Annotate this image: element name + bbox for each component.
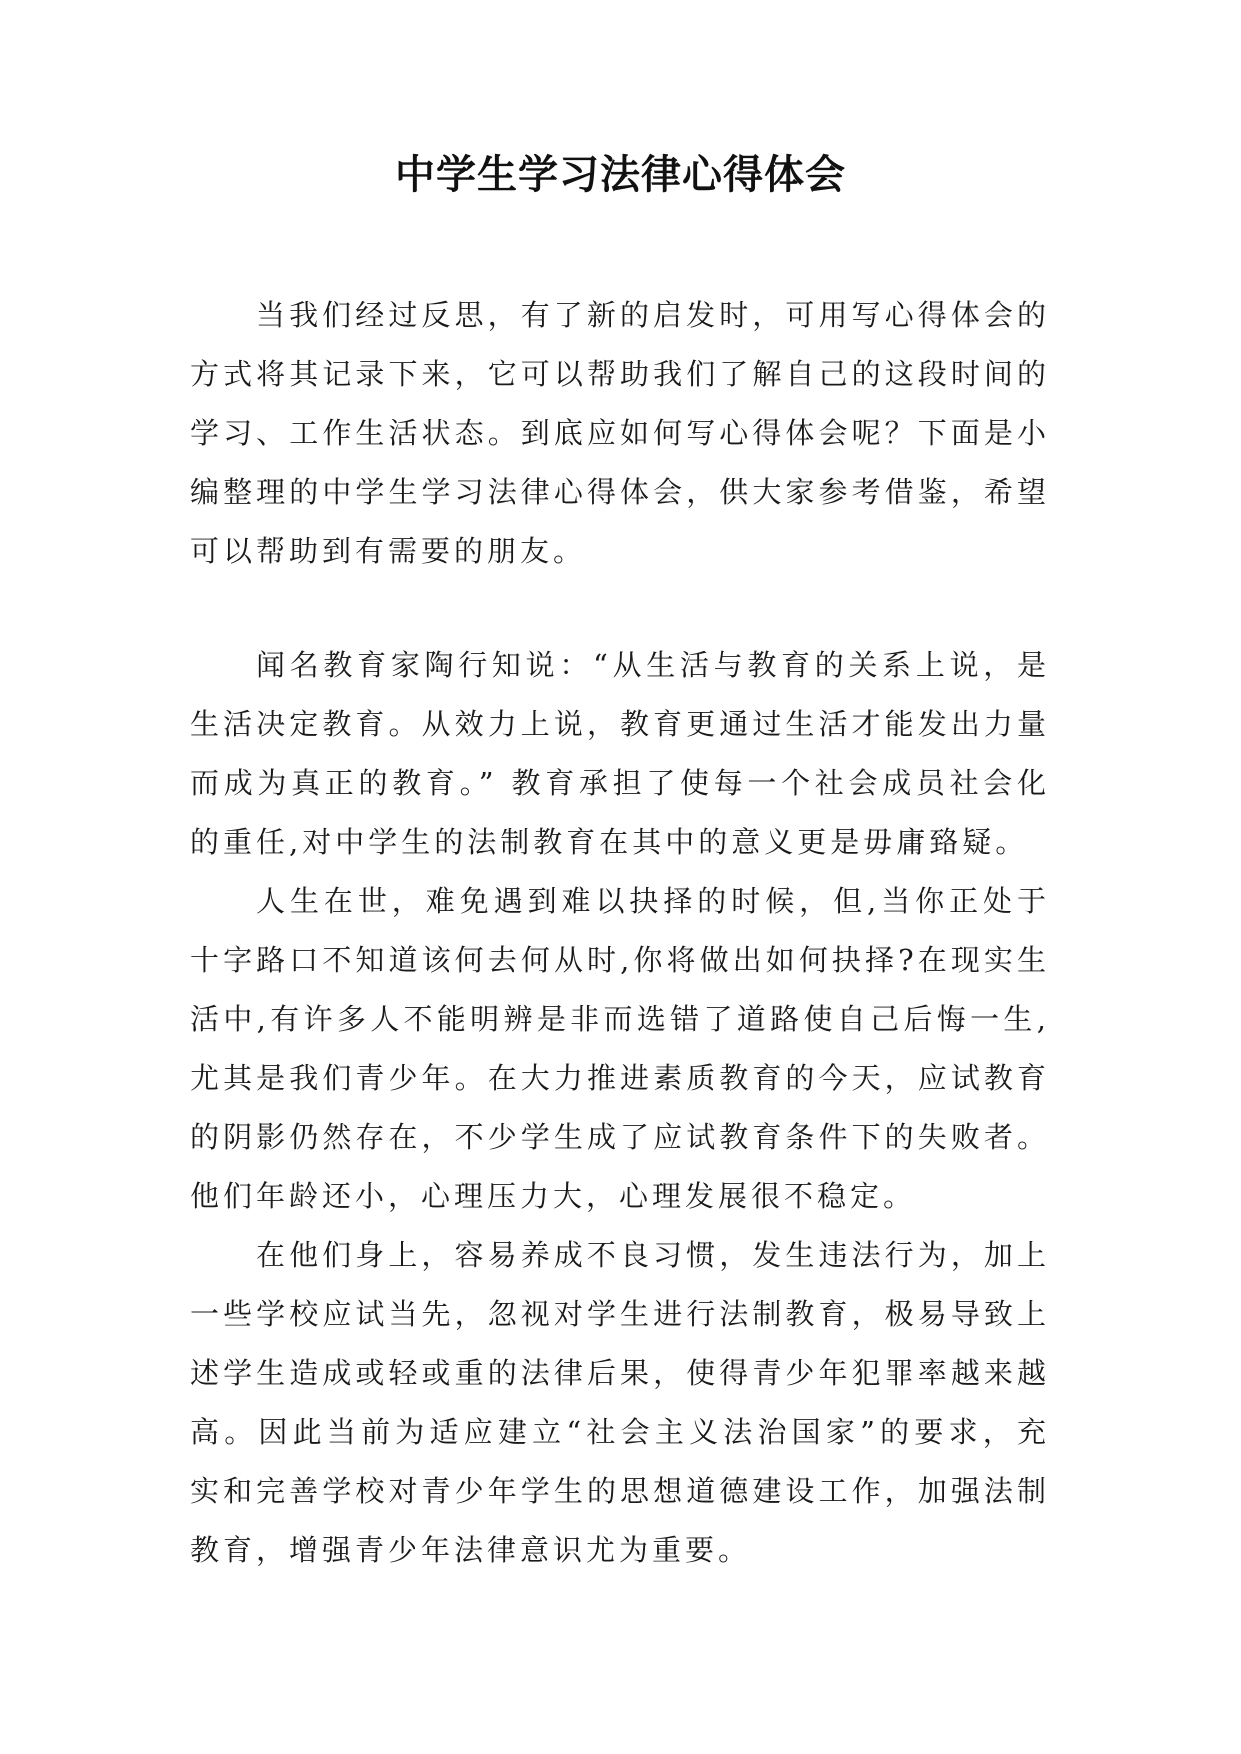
body-paragraph-2: 人生在世，难免遇到难以抉择的时候，但,当你正处于十字路口不知道该何去何从时,你将做出如何抉择?在现实生活中,有许多人不能明辨是非而选错了道路使自己后悔一生,尤其是我们青少年。在大力推进素质教育的今天，应试教育的阴影仍然存在，不少学生成了应试教育条件下的失败者。他们年龄还小，心理压力大，心理发展很不稳定。 [190,884,1050,1213]
intro-paragraph: 当我们经过反思，有了新的启发时，可用写心得体会的方式将其记录下来，它可以帮助我们了解自己的这段时间的学习、工作生活状态。到底应如何写心得体会呢？下面是小编整理的中学生学习法律心得体会，供大家参考借鉴，希望可以帮助到有需要的朋友。 [190,298,1050,568]
intro-section [190,286,1050,581]
body-paragraph-3: 在他们身上，容易养成不良习惯，发生违法行为，加上一些学校应试当先，忽视对学生进行法制教育，极易导致上述学生造成或轻或重的法律后果，使得青少年犯罪率越来越高。因此当前为适应建立“社会主义法治国家”的要求，充实和完善学校对青少年学生的思想道德建设工作，加强法制教育，增强青少年法律意识尤为重要。 [190,1238,1050,1567]
document-title: 中学生学习法律心得体会 [395,152,846,198]
body-paragraph-1: 闻名教育家陶行知说：“从生活与教育的关系上说，是生活决定教育。从效力上说，教育更通过生活才能发出力量而成为真正的教育。” 教育承担了使每一个社会成员社会化的重任,对中学生的法制教育在其中的意义更是毋庸臵疑。 [190,648,1050,859]
main-section [190,636,1050,1580]
